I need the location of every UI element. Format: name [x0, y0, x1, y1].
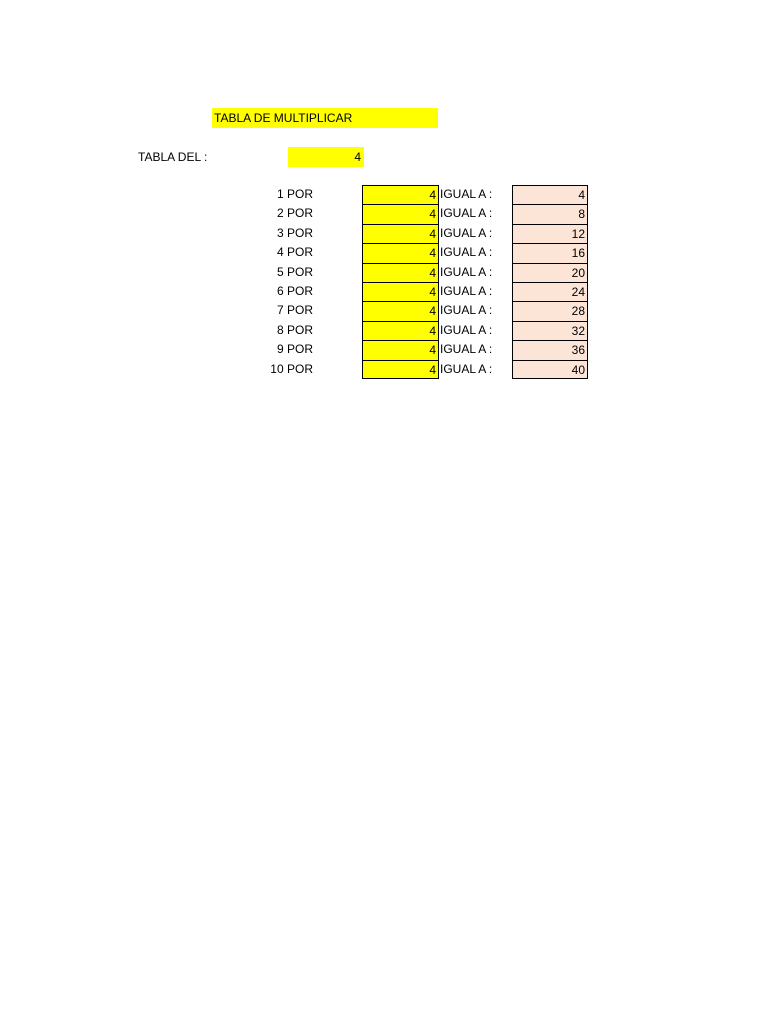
row-index: 7: [276, 303, 284, 318]
table-row: [0, 301, 768, 320]
row-por-word: POR: [286, 283, 313, 298]
row-factor-cell[interactable]: 4: [362, 224, 439, 243]
row-result-cell[interactable]: 8: [512, 204, 588, 223]
row-igual-label[interactable]: IGUAL A :: [440, 283, 493, 298]
table-row: [0, 321, 768, 340]
table-row: [0, 243, 768, 262]
table-row: [0, 224, 768, 243]
row-multiplier-label[interactable]: [250, 243, 313, 262]
row-multiplier-label[interactable]: [250, 321, 313, 340]
row-index: 3: [276, 225, 284, 240]
row-factor-cell[interactable]: 4: [362, 204, 439, 223]
row-igual-label[interactable]: IGUAL A :: [440, 322, 493, 337]
row-result-cell[interactable]: 28: [512, 301, 588, 320]
row-index: 4: [276, 245, 284, 260]
row-index: 6: [276, 283, 284, 298]
row-multiplier-label[interactable]: [250, 340, 313, 359]
row-result-cell[interactable]: 12: [512, 224, 588, 243]
row-multiplier-label[interactable]: [250, 204, 313, 223]
row-factor-cell[interactable]: 4: [362, 282, 439, 301]
row-multiplier-label[interactable]: [250, 185, 313, 204]
row-igual-label[interactable]: IGUAL A :: [440, 342, 493, 357]
row-por-word: POR: [286, 206, 313, 221]
row-index: 5: [276, 264, 284, 279]
row-index: 1: [276, 187, 284, 201]
row-factor-cell[interactable]: 4: [362, 321, 439, 340]
tabla-del-label[interactable]: TABLA DEL :: [138, 150, 208, 164]
row-result-cell[interactable]: 16: [512, 243, 588, 262]
row-result-cell[interactable]: 36: [512, 340, 588, 359]
row-igual-label[interactable]: IGUAL A :: [440, 245, 493, 260]
multiplication-table: [0, 185, 768, 379]
row-igual-label[interactable]: IGUAL A :: [440, 303, 493, 318]
row-multiplier-label[interactable]: [250, 282, 313, 301]
row-result-cell[interactable]: 32: [512, 321, 588, 340]
table-row: [0, 282, 768, 301]
row-factor-cell[interactable]: 4: [362, 340, 439, 359]
row-factor-cell[interactable]: 4: [362, 185, 439, 204]
row-result-cell[interactable]: 24: [512, 282, 588, 301]
row-index: 8: [276, 322, 284, 337]
row-multiplier-label[interactable]: [250, 360, 313, 379]
table-row: [0, 204, 768, 223]
table-row: [0, 185, 768, 204]
row-multiplier-label[interactable]: [250, 301, 313, 320]
row-igual-label[interactable]: IGUAL A :: [440, 206, 493, 221]
row-igual-label[interactable]: IGUAL A :: [440, 225, 493, 240]
row-por-word: POR: [286, 303, 313, 318]
row-igual-label[interactable]: IGUAL A :: [440, 264, 493, 279]
row-result-cell[interactable]: 20: [512, 263, 588, 282]
row-por-word: POR: [286, 225, 313, 240]
row-por-word: POR: [286, 264, 313, 279]
row-por-word: POR: [286, 245, 313, 260]
row-multiplier-label[interactable]: [250, 263, 313, 282]
row-multiplier-label[interactable]: [250, 224, 313, 243]
row-igual-label[interactable]: IGUAL A :: [440, 187, 493, 201]
row-factor-cell[interactable]: 4: [362, 263, 439, 282]
row-result-cell[interactable]: 40: [512, 360, 588, 379]
row-por-word: POR: [286, 342, 313, 357]
row-index: 10: [270, 361, 284, 376]
row-por-word: POR: [286, 322, 313, 337]
row-factor-cell[interactable]: 4: [362, 301, 439, 320]
row-index: 9: [276, 342, 284, 357]
row-factor-cell[interactable]: 4: [362, 243, 439, 262]
sheet-title-cell[interactable]: TABLA DE MULTIPLICAR: [212, 108, 438, 128]
row-por-word: POR: [286, 361, 313, 376]
row-igual-label[interactable]: IGUAL A :: [440, 361, 493, 376]
table-row: [0, 360, 768, 379]
row-por-word: POR: [286, 187, 313, 201]
row-result-cell[interactable]: 4: [512, 185, 588, 204]
tabla-del-value-cell[interactable]: 4: [288, 147, 364, 167]
row-index: 2: [276, 206, 284, 221]
row-factor-cell[interactable]: 4: [362, 360, 439, 379]
table-row: [0, 263, 768, 282]
table-row: [0, 340, 768, 359]
